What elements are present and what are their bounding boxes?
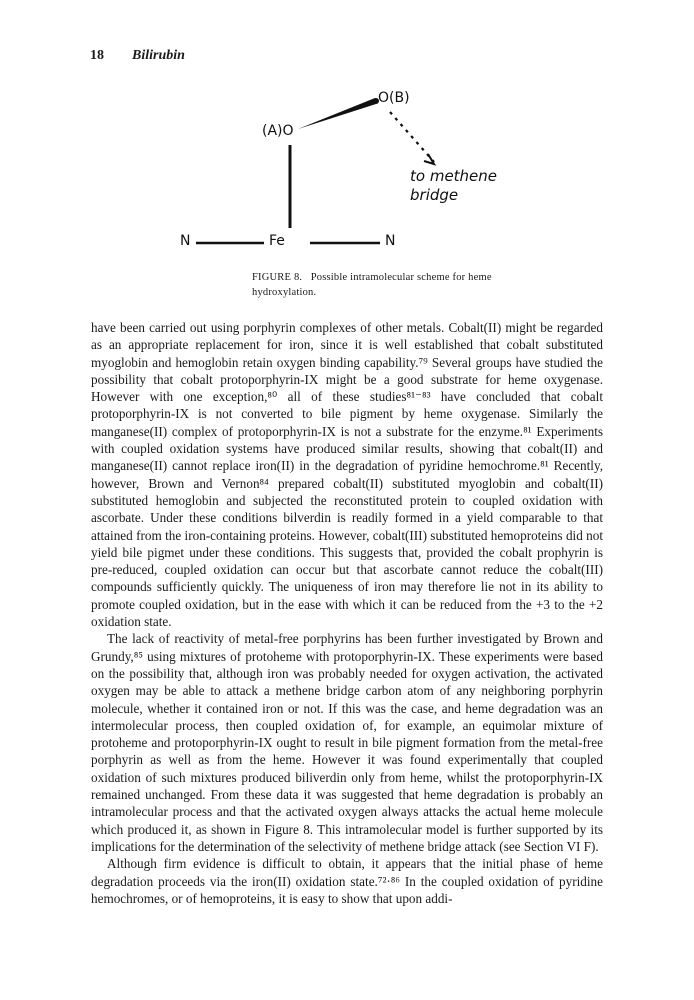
- label-to-methene: to methene: [410, 167, 498, 185]
- caption-text: Possible intramolecular scheme for heme hydroxylation.: [252, 272, 492, 298]
- body-text: [91, 319, 603, 907]
- caption-label: FIGURE 8.: [252, 272, 303, 283]
- label-o-a-text: (A)O: [262, 123, 294, 139]
- paragraph: The lack of reactivity of metal-free porphyrins has been further investigated by Brown and Grundy,⁸⁵ using mixtures of protoheme with protoporphyrin-IX. These experiments were based on the possibility that, although iron was probably needed for oxygen activation, the activated oxygen may be able to attack a methene bridge carbon atom of any neighboring porphyrin molecule, whether it contained iron or not. If this was the case, and heme degradation was an intermolecular process, then coupled oxidation of, for example, an equimolar mixture of protoheme and protoporphyrin-IX ought to result in bile pigment formation from the metal-free porphyrin as well as from the heme. However it was found experimentally that coupled oxidation of such mixtures produced biliverdin only from heme, whilst the protoporphyrin-IX remained unchanged. From these data it was suggested that heme degradation is probably an intramolecular process and that the activated oxygen always attacks the actual heme molecule which produced it, as shown in Figure 8. This intramolecular model is further supported by its implications for the determination of the selectivity of methene bridge attack (see Section VI F).: [91, 631, 603, 854]
- label-fe: Fe: [269, 233, 285, 249]
- figure-diagram: [0, 0, 694, 300]
- figure-8: [0, 0, 694, 300]
- page-number: 18: [90, 48, 104, 63]
- running-title: Bilirubin: [132, 48, 185, 63]
- paragraph: Although firm evidence is difficult to obtain, it appears that the initial phase of heme degradation proceeds via the iron(II) oxidation state.⁷²·⁸⁶ In the coupled oxidation of pyridine hemochromes, or of hemoproteins, it is easy to show that upon addi-: [91, 856, 603, 906]
- label-o-b-text: O(B): [378, 90, 410, 106]
- figure-caption: [252, 270, 542, 300]
- label-o-b: [378, 90, 410, 106]
- wedge-bond: [298, 98, 376, 129]
- label-o-a: [262, 123, 294, 139]
- paragraph: have been carried out using porphyrin complexes of other metals. Cobalt(II) might be regarded as an appropriate replacement for iron, since it is well established that cobalt substituted myoglobin and hemoglobin retain oxygen binding capability.⁷⁹ Several groups have studied the possibility that cobalt protoporphyrin-IX might be a good substrate for heme oxygenase. However with one exception,⁸⁰ all of these studies⁸¹⁻⁸³ have concluded that cobalt protoporphyrin-IX is not converted to bile pigment by heme oxygenase. Similarly the manganese(II) complex of protoporphyrin-IX is not a substrate for the enzyme.⁸¹ Experiments with coupled oxidation systems have produced similar results, showing that cobalt(II) and manganese(II) cannot replace iron(II) in the degradation of pyridine hemochrome.⁸¹ Recently, however, Brown and Vernon⁸⁴ prepared cobalt(II) substituted myoglobin and cobalt(II) substituted hemoglobin and subjected the reconstituted protein to coupled oxidation with ascorbate. Under these conditions bilverdin is readily formed in a yield comparable to that attained from the iron-containing proteins. However, cobalt(III) substituted hemoproteins did not yield bile pigmet under these conditions. This suggests that, provided the cobalt prophyrin is pre-reduced, coupled oxidation can occur but that ascorbate cannot reduce the cobalt(III) compounds sufficiently quickly. The uniqueness of iron may therefore lie not in its ability to promote coupled oxidation, but in the ease with which it can be reduced from the +3 to the +2 oxidation state.: [91, 320, 603, 630]
- label-n-left: N: [180, 233, 191, 249]
- arrow-head: [424, 154, 434, 164]
- label-n-right: N: [385, 233, 396, 249]
- label-bridge: bridge: [410, 186, 459, 204]
